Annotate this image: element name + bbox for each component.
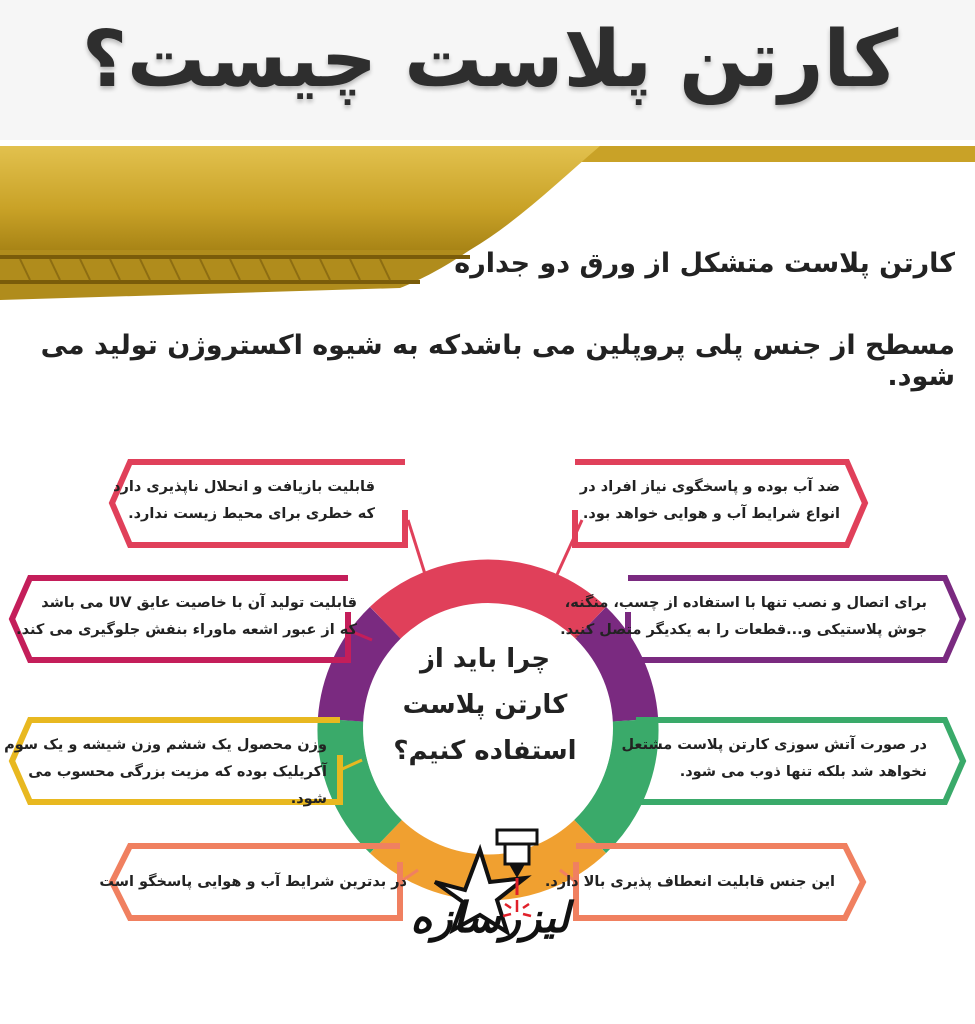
- right-item-4: این جنس قابلیت انعطاف پذیری بالا دارد.: [544, 874, 835, 890]
- left-item-1: قابلیت بازیافت و انحلال ناپذیری دارد که خطری برای محیط زیست ندارد.: [113, 479, 375, 522]
- right-item-2: برای اتصال و نصب تنها با استفاده از چسب، منگنه، جوش پلاستیکی و...قطعات را به یکدیگر متصل کنید.: [560, 595, 927, 638]
- page-title: کارتن پلاست چیست؟: [81, 15, 899, 105]
- right-item-1: ضد آب بوده و پاسخگوی نیاز افراد در انواع شرایط آب و هوایی خواهد بود.: [579, 479, 840, 522]
- logo-wordmark: لیزرسازه: [410, 893, 570, 942]
- intro-line-1: کارتن پلاست متشکل از ورق دو جداره: [454, 248, 955, 279]
- left-item-4: در بدترین شرایط آب و هوایی پاسخگو است: [99, 874, 407, 890]
- left-item-3: وزن محصول یک ششم وزن شیشه و یک سوم آکریلیک بوده که مزیت بزرگی محسوب می شود.: [4, 737, 327, 807]
- center-question: چرا باید از کارتن پلاست استفاده کنیم؟: [393, 644, 577, 766]
- left-item-2: قابلیت تولید آن با خاصیت عایق UV می باشد که از عبور اشعه ماوراء بنفش جلوگیری می کند.: [16, 595, 357, 638]
- right-item-3: در صورت آتش سوزی کارتن پلاست مشتعل نخواهد شد بلکه تنها ذوب می شود.: [621, 737, 927, 780]
- intro-line-2: مسطح از جنس پلی پروپلین می باشدکه به شیوه اکستروژن تولید می شود.: [40, 330, 955, 392]
